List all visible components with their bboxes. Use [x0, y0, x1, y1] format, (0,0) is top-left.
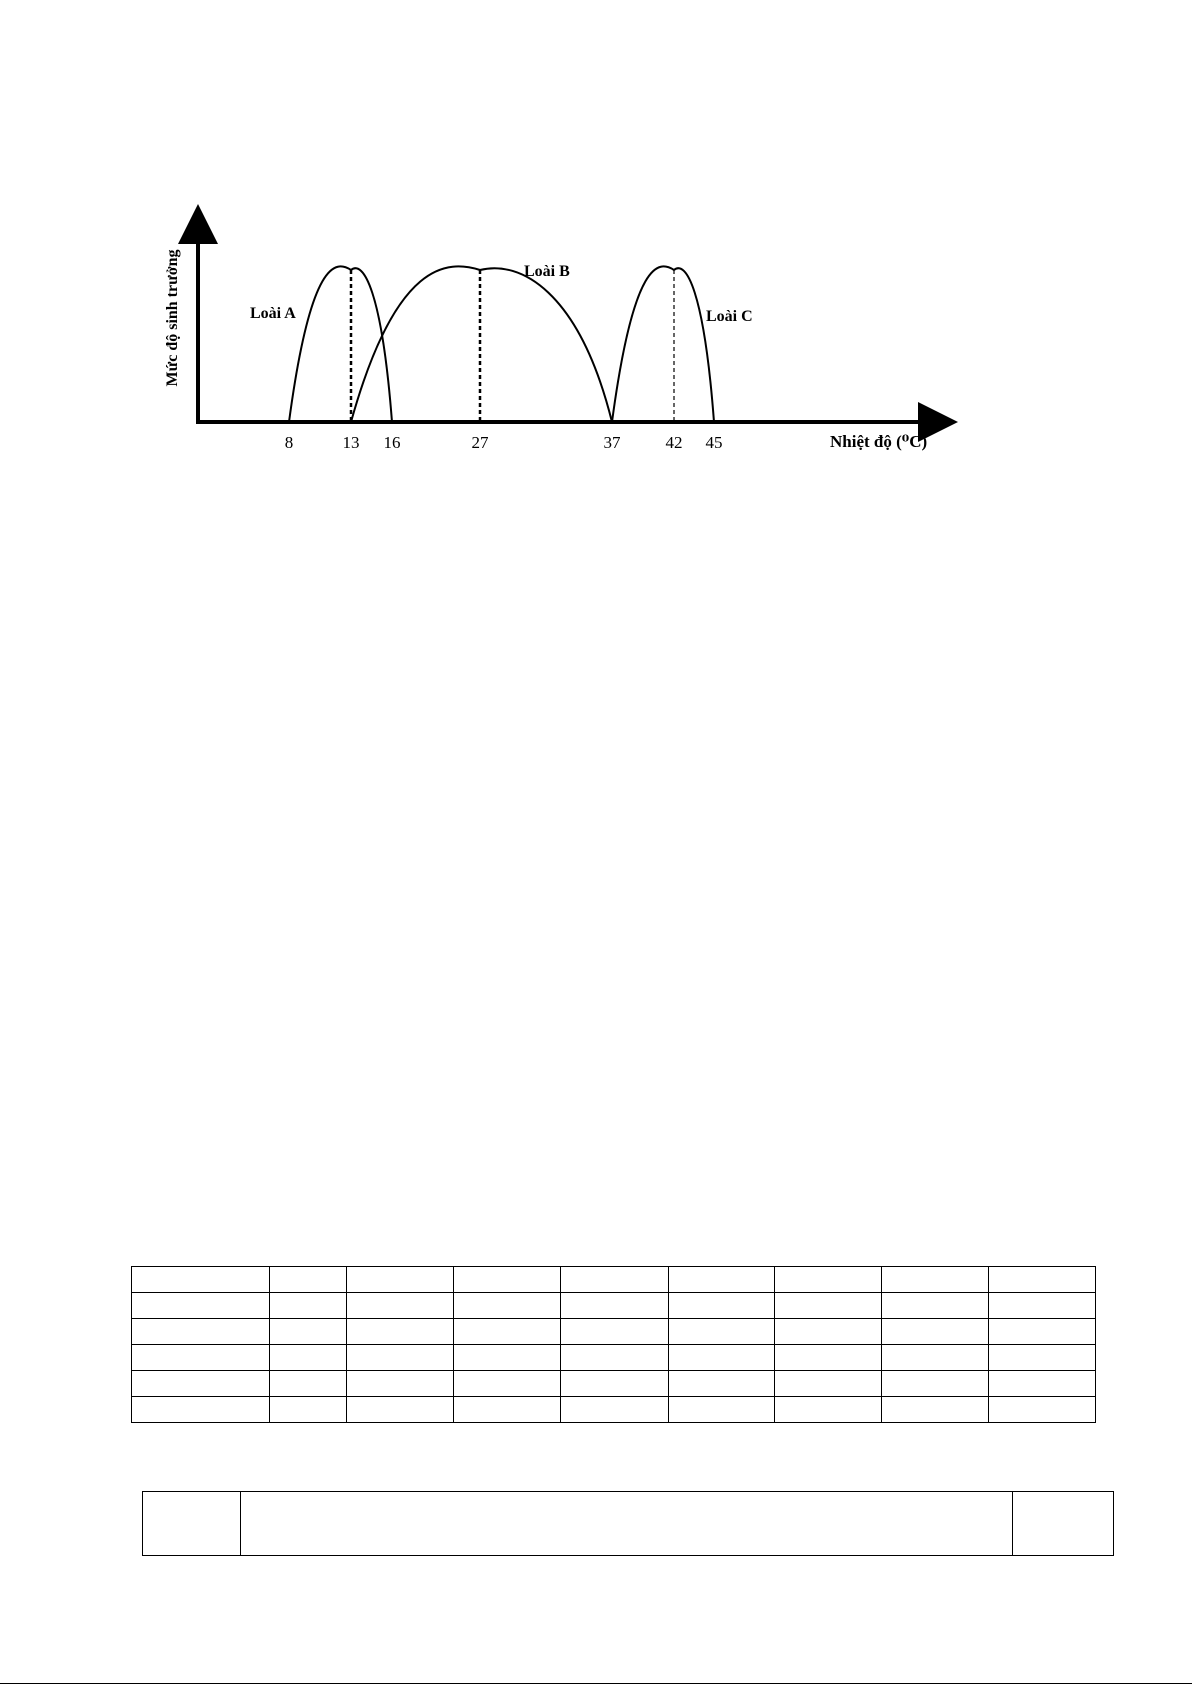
table-cell [669, 1293, 775, 1319]
table-cell [882, 1293, 989, 1319]
table-cell [347, 1345, 454, 1371]
table-row [132, 1267, 1096, 1293]
table-cell [270, 1293, 347, 1319]
table-cell [669, 1267, 775, 1293]
table-cell [882, 1345, 989, 1371]
table-cell [989, 1397, 1096, 1423]
table-cell [132, 1345, 270, 1371]
growth-temperature-chart [150, 200, 970, 460]
table-cell [669, 1319, 775, 1345]
table-cell [561, 1371, 669, 1397]
chart-svg [150, 200, 970, 460]
x-tick-label: 37 [603, 433, 621, 452]
table-cell [347, 1319, 454, 1345]
x-tick-label: 45 [705, 433, 723, 452]
x-axis-label: Nhiệt độ (⁰C) [830, 432, 928, 451]
series-label-1: Loài A [250, 305, 296, 322]
table-row [132, 1293, 1096, 1319]
table-cell [882, 1267, 989, 1293]
table-cell [775, 1345, 882, 1371]
table-row [132, 1397, 1096, 1423]
x-tick-label: 42 [665, 433, 683, 452]
table-cell [775, 1267, 882, 1293]
table-cell [775, 1397, 882, 1423]
table-cell [669, 1397, 775, 1423]
table-row [132, 1345, 1096, 1371]
x-tick-label: 8 [284, 433, 294, 452]
table-cell [989, 1293, 1096, 1319]
bottom-box-cell-left [143, 1492, 241, 1556]
table-cell [270, 1319, 347, 1345]
table-cell [270, 1267, 347, 1293]
table-cell [347, 1397, 454, 1423]
table-cell [270, 1345, 347, 1371]
table-cell [561, 1293, 669, 1319]
table-row [132, 1319, 1096, 1345]
table-cell [132, 1371, 270, 1397]
series-curve-3 [612, 266, 714, 422]
table-cell [989, 1319, 1096, 1345]
table-cell [669, 1345, 775, 1371]
table-row [132, 1371, 1096, 1397]
table-cell [989, 1345, 1096, 1371]
bottom-box-cell-right [1013, 1492, 1114, 1556]
data-table [131, 1266, 1096, 1423]
table-cell [989, 1371, 1096, 1397]
table-cell [882, 1319, 989, 1345]
table-cell [454, 1267, 561, 1293]
table-cell [454, 1371, 561, 1397]
table-cell [561, 1319, 669, 1345]
bottom-box-cell-middle [241, 1492, 1013, 1556]
table-cell [454, 1293, 561, 1319]
table-cell [270, 1397, 347, 1423]
bottom-box-table [142, 1491, 1114, 1556]
table-cell [561, 1267, 669, 1293]
table-cell [132, 1267, 270, 1293]
table-cell [132, 1397, 270, 1423]
series-curve-1 [289, 266, 392, 422]
x-tick-label: 16 [383, 433, 401, 452]
table-cell [775, 1319, 882, 1345]
table-cell [882, 1397, 989, 1423]
table-cell [347, 1371, 454, 1397]
table-cell [454, 1319, 561, 1345]
table-cell [132, 1293, 270, 1319]
table-cell [347, 1267, 454, 1293]
x-tick-label: 27 [471, 433, 489, 452]
table-cell [775, 1293, 882, 1319]
series-label-3: Loài C [706, 308, 753, 325]
bottom-box-row [143, 1492, 1114, 1556]
footer-rule [0, 1683, 1192, 1684]
table-cell [270, 1371, 347, 1397]
table-cell [454, 1345, 561, 1371]
table-cell [989, 1267, 1096, 1293]
table-cell [347, 1293, 454, 1319]
y-axis-label: Mức độ sinh trưởng [164, 249, 181, 387]
series-label-2: Loài B [524, 263, 570, 280]
table-cell [132, 1319, 270, 1345]
table-cell [882, 1371, 989, 1397]
table-cell [561, 1397, 669, 1423]
x-tick-label: 13 [342, 433, 360, 452]
table-cell [454, 1397, 561, 1423]
table-cell [775, 1371, 882, 1397]
table-cell [561, 1345, 669, 1371]
table-cell [669, 1371, 775, 1397]
